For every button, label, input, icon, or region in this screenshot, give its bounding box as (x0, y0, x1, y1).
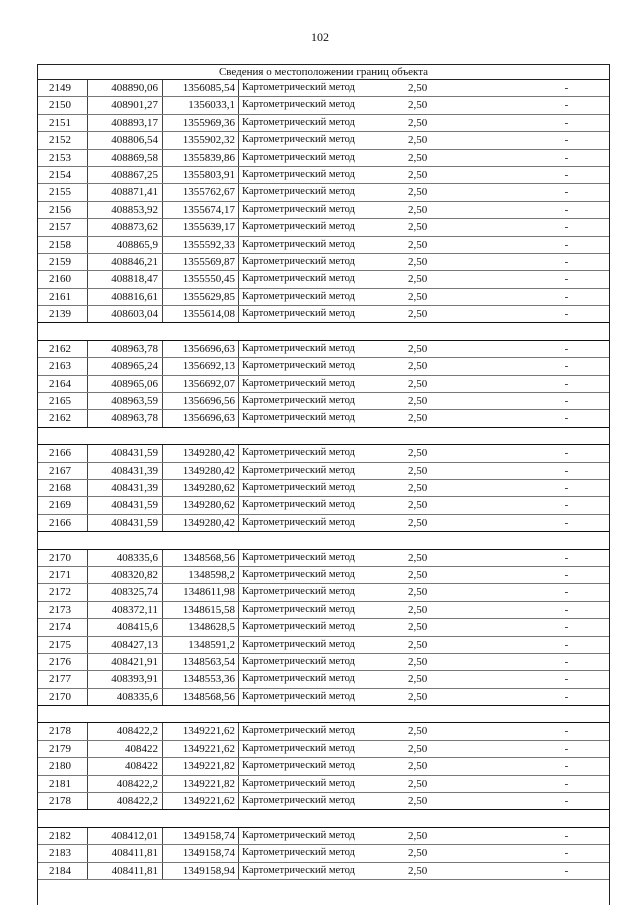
note-cell: - (564, 795, 569, 808)
point-number-cell: 2152 (38, 132, 88, 148)
table-title: Сведения о местоположении границ объекта (38, 65, 609, 80)
method-cell: Картометрический метод (242, 742, 355, 754)
point-number-cell: 2139 (38, 306, 88, 322)
point-number-cell: 2158 (38, 237, 88, 253)
x-coordinate-cell: 408421,91 (88, 654, 163, 670)
x-coordinate-cell: 408901,27 (88, 97, 163, 113)
accuracy-cell: 2,50 (408, 690, 428, 703)
note-cell: - (564, 186, 569, 199)
note-cell: - (564, 847, 569, 860)
point-number-cell: 2168 (38, 480, 88, 496)
table-row (38, 776, 609, 793)
method-cell: Картометрический метод (242, 82, 355, 93)
accuracy-cell: 2,50 (408, 203, 428, 216)
method-cell: Картометрический метод (242, 238, 355, 250)
y-coordinate-cell: 1349158,74 (163, 828, 239, 844)
note-cell: - (564, 168, 569, 181)
x-coordinate-cell: 408893,17 (88, 115, 163, 131)
y-coordinate-cell: 1348563,54 (163, 654, 239, 670)
point-number-cell: 2173 (38, 602, 88, 618)
y-coordinate-cell: 1349158,74 (163, 845, 239, 861)
accuracy-cell: 2,50 (408, 760, 428, 773)
x-coordinate-cell: 408963,78 (88, 410, 163, 426)
y-coordinate-cell: 1349221,62 (163, 793, 239, 809)
point-number-cell: 2174 (38, 619, 88, 635)
page-number: 102 (311, 30, 329, 44)
y-coordinate-cell: 1349280,42 (163, 463, 239, 479)
x-coordinate-cell: 408335,6 (88, 689, 163, 705)
accuracy-cell: 2,50 (408, 186, 428, 199)
table-row (38, 758, 609, 775)
x-coordinate-cell: 408422,2 (88, 793, 163, 809)
accuracy-cell: 2,50 (408, 725, 428, 738)
table-row (38, 150, 609, 167)
note-cell: - (564, 238, 569, 251)
table-row (38, 567, 609, 584)
note-cell: - (564, 447, 569, 460)
note-cell: - (564, 308, 569, 321)
note-cell: - (564, 829, 569, 842)
x-coordinate-cell: 408806,54 (88, 132, 163, 148)
y-coordinate-cell: 1348615,58 (163, 602, 239, 618)
table-row (38, 341, 609, 358)
y-coordinate-cell: 1349158,94 (163, 863, 239, 879)
accuracy-cell: 2,50 (408, 82, 428, 94)
table-row (38, 689, 609, 706)
x-coordinate-cell: 408873,62 (88, 219, 163, 235)
point-number-cell: 2178 (38, 723, 88, 739)
x-coordinate-cell: 408325,74 (88, 584, 163, 600)
method-cell: Картометрический метод (242, 499, 355, 511)
y-coordinate-cell: 1349221,62 (163, 741, 239, 757)
y-coordinate-cell: 1356696,56 (163, 393, 239, 409)
table-row (38, 254, 609, 271)
point-number-cell: 2167 (38, 463, 88, 479)
note-cell: - (564, 255, 569, 268)
y-coordinate-cell: 1355803,91 (163, 167, 239, 183)
note-cell: - (564, 760, 569, 773)
y-coordinate-cell: 1356692,07 (163, 376, 239, 392)
accuracy-cell: 2,50 (408, 499, 428, 512)
y-coordinate-cell: 1349221,62 (163, 723, 239, 739)
table-row (38, 376, 609, 393)
method-cell: Картометрический метод (242, 203, 355, 215)
method-cell: Картометрический метод (242, 221, 355, 233)
x-coordinate-cell: 408818,47 (88, 271, 163, 287)
accuracy-cell: 2,50 (408, 116, 428, 129)
point-number-cell: 2182 (38, 828, 88, 844)
table-row (38, 671, 609, 688)
table-row (38, 202, 609, 219)
x-coordinate-cell: 408422,2 (88, 723, 163, 739)
y-coordinate-cell: 1348598,2 (163, 567, 239, 583)
x-coordinate-cell: 408890,06 (88, 80, 163, 96)
method-cell: Картометрический метод (242, 516, 355, 528)
y-coordinate-cell: 1355592,33 (163, 237, 239, 253)
accuracy-cell: 2,50 (408, 377, 428, 390)
point-number-cell: 2177 (38, 671, 88, 687)
y-coordinate-cell: 1356033,1 (163, 97, 239, 113)
note-cell: - (564, 134, 569, 147)
method-cell: Картометрический метод (242, 621, 355, 633)
point-number-cell: 2178 (38, 793, 88, 809)
method-cell: Картометрический метод (242, 290, 355, 302)
note-cell: - (564, 290, 569, 303)
accuracy-cell: 2,50 (408, 255, 428, 268)
y-coordinate-cell: 1355902,32 (163, 132, 239, 148)
x-coordinate-cell: 408411,81 (88, 845, 163, 861)
accuracy-cell: 2,50 (408, 447, 428, 460)
note-cell: - (564, 464, 569, 477)
method-cell: Картометрический метод (242, 360, 355, 372)
point-number-cell: 2171 (38, 567, 88, 583)
note-cell: - (564, 273, 569, 286)
table-row (38, 497, 609, 514)
method-cell: Картометрический метод (242, 447, 355, 459)
accuracy-cell: 2,50 (408, 360, 428, 373)
table-row (38, 515, 609, 532)
x-coordinate-cell: 408412,01 (88, 828, 163, 844)
table-row (38, 480, 609, 497)
point-number-cell: 2170 (38, 550, 88, 566)
point-number-cell: 2175 (38, 637, 88, 653)
method-cell: Картометрический метод (242, 725, 355, 737)
note-cell: - (564, 690, 569, 703)
y-coordinate-cell: 1355550,45 (163, 271, 239, 287)
x-coordinate-cell: 408431,59 (88, 445, 163, 461)
method-cell: Картометрический метод (242, 829, 355, 841)
table-row (38, 723, 609, 740)
method-cell: Картометрический метод (242, 638, 355, 650)
table-row (38, 619, 609, 636)
point-number-cell: 2162 (38, 341, 88, 357)
x-coordinate-cell: 408816,61 (88, 289, 163, 305)
point-number-cell: 2179 (38, 741, 88, 757)
accuracy-cell: 2,50 (408, 621, 428, 634)
y-coordinate-cell: 1349221,82 (163, 776, 239, 792)
table-row (38, 358, 609, 375)
note-cell: - (564, 777, 569, 790)
table-row (38, 97, 609, 114)
note-cell: - (564, 551, 569, 564)
x-coordinate-cell: 408963,59 (88, 393, 163, 409)
accuracy-cell: 2,50 (408, 412, 428, 425)
table-row (38, 654, 609, 671)
note-cell: - (564, 864, 569, 877)
x-coordinate-cell: 408422 (88, 741, 163, 757)
x-coordinate-cell: 408431,39 (88, 480, 163, 496)
note-cell: - (564, 603, 569, 616)
point-number-cell: 2184 (38, 863, 88, 879)
x-coordinate-cell: 408963,78 (88, 341, 163, 357)
method-cell: Картометрический метод (242, 342, 355, 354)
note-cell: - (564, 499, 569, 512)
point-number-cell: 2161 (38, 289, 88, 305)
x-coordinate-cell: 408422,2 (88, 776, 163, 792)
y-coordinate-cell: 1348568,56 (163, 689, 239, 705)
point-number-cell: 2164 (38, 376, 88, 392)
accuracy-cell: 2,50 (408, 151, 428, 164)
x-coordinate-cell: 408372,11 (88, 602, 163, 618)
point-number-cell: 2180 (38, 758, 88, 774)
x-coordinate-cell: 408393,91 (88, 671, 163, 687)
method-cell: Картометрический метод (242, 777, 355, 789)
y-coordinate-cell: 1355839,86 (163, 150, 239, 166)
method-cell: Картометрический метод (242, 116, 355, 128)
table-row (38, 602, 609, 619)
table-row (38, 115, 609, 132)
table-spacer-row (38, 810, 609, 827)
accuracy-cell: 2,50 (408, 638, 428, 651)
y-coordinate-cell: 1349221,82 (163, 758, 239, 774)
point-number-cell: 2160 (38, 271, 88, 287)
method-cell: Картометрический метод (242, 255, 355, 267)
point-number-cell: 2183 (38, 845, 88, 861)
table-row (38, 80, 609, 97)
method-cell: Картометрический метод (242, 690, 355, 702)
accuracy-cell: 2,50 (408, 99, 428, 112)
note-cell: - (564, 481, 569, 494)
point-number-cell: 2166 (38, 515, 88, 531)
method-cell: Картометрический метод (242, 99, 355, 111)
y-coordinate-cell: 1356696,63 (163, 410, 239, 426)
accuracy-cell: 2,50 (408, 586, 428, 599)
accuracy-cell: 2,50 (408, 568, 428, 581)
point-number-cell: 2151 (38, 115, 88, 131)
x-coordinate-cell: 408871,41 (88, 184, 163, 200)
note-cell: - (564, 221, 569, 234)
x-coordinate-cell: 408422 (88, 758, 163, 774)
point-number-cell: 2157 (38, 219, 88, 235)
x-coordinate-cell: 408335,6 (88, 550, 163, 566)
note-cell: - (564, 621, 569, 634)
accuracy-cell: 2,50 (408, 273, 428, 286)
table-spacer-row (38, 323, 609, 340)
x-coordinate-cell: 408965,06 (88, 376, 163, 392)
accuracy-cell: 2,50 (408, 134, 428, 147)
y-coordinate-cell: 1355969,36 (163, 115, 239, 131)
table-row (38, 271, 609, 288)
accuracy-cell: 2,50 (408, 290, 428, 303)
table-row (38, 463, 609, 480)
accuracy-cell: 2,50 (408, 221, 428, 234)
x-coordinate-cell: 408415,6 (88, 619, 163, 635)
method-cell: Картометрический метод (242, 568, 355, 580)
method-cell: Картометрический метод (242, 795, 355, 807)
point-number-cell: 2166 (38, 445, 88, 461)
method-cell: Картометрический метод (242, 395, 355, 407)
table-row (38, 410, 609, 427)
table-row (38, 863, 609, 880)
note-cell: - (564, 673, 569, 686)
table-body (38, 80, 609, 880)
note-cell: - (564, 412, 569, 425)
accuracy-cell: 2,50 (408, 238, 428, 251)
method-cell: Картометрический метод (242, 377, 355, 389)
accuracy-cell: 2,50 (408, 464, 428, 477)
note-cell: - (564, 725, 569, 738)
note-cell: - (564, 151, 569, 164)
point-number-cell: 2181 (38, 776, 88, 792)
table-row (38, 237, 609, 254)
accuracy-cell: 2,50 (408, 395, 428, 408)
point-number-cell: 2159 (38, 254, 88, 270)
note-cell: - (564, 342, 569, 355)
note-cell: - (564, 360, 569, 373)
y-coordinate-cell: 1355674,17 (163, 202, 239, 218)
accuracy-cell: 2,50 (408, 864, 428, 877)
y-coordinate-cell: 1348611,98 (163, 584, 239, 600)
table-row (38, 793, 609, 810)
note-cell: - (564, 99, 569, 112)
accuracy-cell: 2,50 (408, 342, 428, 355)
x-coordinate-cell: 408431,39 (88, 463, 163, 479)
accuracy-cell: 2,50 (408, 655, 428, 668)
table-row (38, 219, 609, 236)
y-coordinate-cell: 1355629,85 (163, 289, 239, 305)
y-coordinate-cell: 1349280,62 (163, 480, 239, 496)
table-spacer-row (38, 706, 609, 723)
accuracy-cell: 2,50 (408, 829, 428, 842)
y-coordinate-cell: 1348628,5 (163, 619, 239, 635)
x-coordinate-cell: 408427,13 (88, 637, 163, 653)
y-coordinate-cell: 1355762,67 (163, 184, 239, 200)
table-row (38, 741, 609, 758)
x-coordinate-cell: 408865,9 (88, 237, 163, 253)
note-cell: - (564, 82, 569, 94)
boundary-table (37, 64, 610, 905)
method-cell: Картометрический метод (242, 273, 355, 285)
y-coordinate-cell: 1349280,42 (163, 445, 239, 461)
point-number-cell: 2170 (38, 689, 88, 705)
point-number-cell: 2156 (38, 202, 88, 218)
method-cell: Картометрический метод (242, 760, 355, 772)
table-row (38, 584, 609, 601)
point-number-cell: 2169 (38, 497, 88, 513)
accuracy-cell: 2,50 (408, 481, 428, 494)
method-cell: Картометрический метод (242, 481, 355, 493)
method-cell: Картометрический метод (242, 673, 355, 685)
method-cell: Картометрический метод (242, 603, 355, 615)
accuracy-cell: 2,50 (408, 777, 428, 790)
point-number-cell: 2163 (38, 358, 88, 374)
point-number-cell: 2172 (38, 584, 88, 600)
method-cell: Картометрический метод (242, 864, 355, 876)
table-row (38, 289, 609, 306)
y-coordinate-cell: 1349280,62 (163, 497, 239, 513)
note-cell: - (564, 655, 569, 668)
x-coordinate-cell: 408965,24 (88, 358, 163, 374)
table-row (38, 845, 609, 862)
accuracy-cell: 2,50 (408, 673, 428, 686)
x-coordinate-cell: 408867,25 (88, 167, 163, 183)
x-coordinate-cell: 408431,59 (88, 497, 163, 513)
note-cell: - (564, 742, 569, 755)
method-cell: Картометрический метод (242, 412, 355, 424)
note-cell: - (564, 377, 569, 390)
table-row (38, 306, 609, 323)
method-cell: Картометрический метод (242, 308, 355, 320)
method-cell: Картометрический метод (242, 551, 355, 563)
y-coordinate-cell: 1355639,17 (163, 219, 239, 235)
accuracy-cell: 2,50 (408, 603, 428, 616)
method-cell: Картометрический метод (242, 586, 355, 598)
y-coordinate-cell: 1356692,13 (163, 358, 239, 374)
y-coordinate-cell: 1356085,54 (163, 80, 239, 96)
x-coordinate-cell: 408853,92 (88, 202, 163, 218)
table-spacer-row (38, 428, 609, 445)
y-coordinate-cell: 1348553,36 (163, 671, 239, 687)
x-coordinate-cell: 408869,58 (88, 150, 163, 166)
x-coordinate-cell: 408603,04 (88, 306, 163, 322)
y-coordinate-cell: 1348591,2 (163, 637, 239, 653)
note-cell: - (564, 638, 569, 651)
point-number-cell: 2153 (38, 150, 88, 166)
note-cell: - (564, 568, 569, 581)
accuracy-cell: 2,50 (408, 308, 428, 321)
point-number-cell: 2162 (38, 410, 88, 426)
table-row (38, 393, 609, 410)
method-cell: Картометрический метод (242, 151, 355, 163)
note-cell: - (564, 116, 569, 129)
note-cell: - (564, 516, 569, 529)
point-number-cell: 2150 (38, 97, 88, 113)
point-number-cell: 2176 (38, 654, 88, 670)
table-spacer-row (38, 532, 609, 549)
method-cell: Картометрический метод (242, 847, 355, 859)
method-cell: Картометрический метод (242, 168, 355, 180)
x-coordinate-cell: 408431,59 (88, 515, 163, 531)
method-cell: Картометрический метод (242, 464, 355, 476)
table-row (38, 637, 609, 654)
point-number-cell: 2149 (38, 80, 88, 96)
point-number-cell: 2165 (38, 393, 88, 409)
point-number-cell: 2155 (38, 184, 88, 200)
note-cell: - (564, 203, 569, 216)
table-row (38, 167, 609, 184)
accuracy-cell: 2,50 (408, 551, 428, 564)
accuracy-cell: 2,50 (408, 847, 428, 860)
method-cell: Картометрический метод (242, 186, 355, 198)
x-coordinate-cell: 408411,81 (88, 863, 163, 879)
y-coordinate-cell: 1356696,63 (163, 341, 239, 357)
table-row (38, 445, 609, 462)
accuracy-cell: 2,50 (408, 795, 428, 808)
accuracy-cell: 2,50 (408, 742, 428, 755)
x-coordinate-cell: 408846,21 (88, 254, 163, 270)
note-cell: - (564, 395, 569, 408)
y-coordinate-cell: 1355614,08 (163, 306, 239, 322)
accuracy-cell: 2,50 (408, 168, 428, 181)
method-cell: Картометрический метод (242, 134, 355, 146)
x-coordinate-cell: 408320,82 (88, 567, 163, 583)
note-cell: - (564, 586, 569, 599)
table-row (38, 184, 609, 201)
table-row (38, 550, 609, 567)
method-cell: Картометрический метод (242, 655, 355, 667)
y-coordinate-cell: 1348568,56 (163, 550, 239, 566)
y-coordinate-cell: 1349280,42 (163, 515, 239, 531)
table-row (38, 828, 609, 845)
table-row (38, 132, 609, 149)
accuracy-cell: 2,50 (408, 516, 428, 529)
y-coordinate-cell: 1355569,87 (163, 254, 239, 270)
point-number-cell: 2154 (38, 167, 88, 183)
